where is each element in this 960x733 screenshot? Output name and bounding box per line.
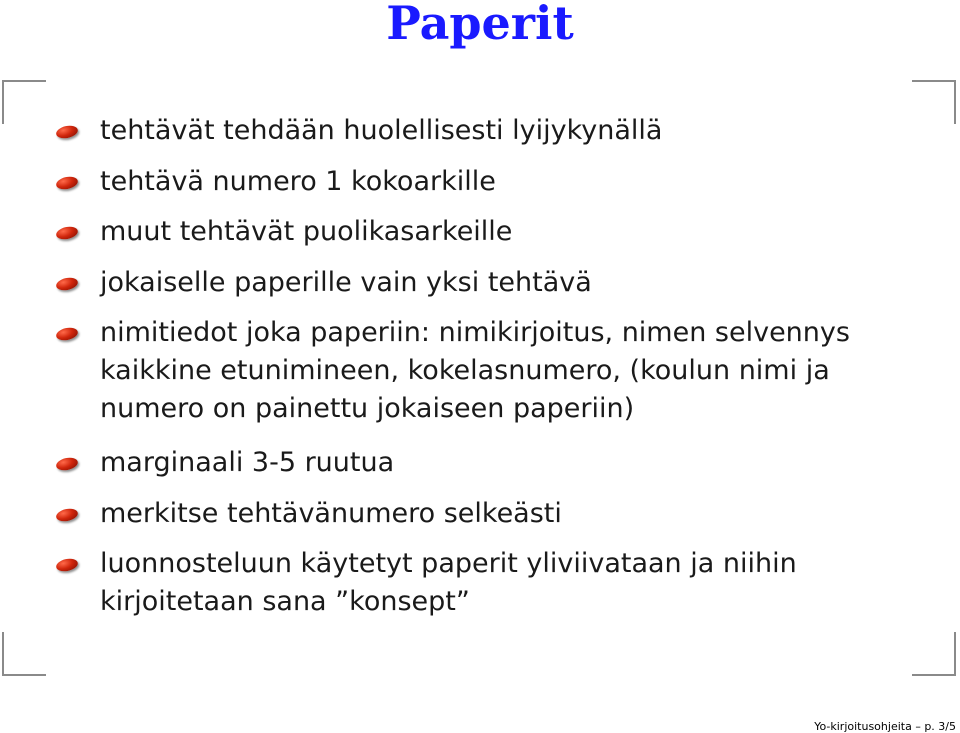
frame-corner-top-right <box>912 80 956 124</box>
frame-corner-bottom-right <box>912 632 956 676</box>
frame-corner-bottom-left <box>2 632 46 676</box>
red-bullet-icon <box>55 456 79 472</box>
list-item: luonnosteluun käytetyt paperit yliviivataan ja niihin kirjoitetaan sana ”konsept” <box>100 545 900 621</box>
frame-corner-top-left <box>2 80 46 124</box>
red-bullet-icon <box>55 326 79 342</box>
slide-title: Paperit <box>386 0 574 50</box>
list-item: tehtävä numero 1 kokoarkille <box>100 163 900 201</box>
red-bullet-icon <box>55 175 79 191</box>
red-bullet-icon <box>55 507 79 523</box>
list-item: nimitiedot joka paperiin: nimikirjoitus, nimen selvennys kaikkine etunimineen, kokelasnumero, (koulun nimi ja numero on painettu jokaiseen paperiin) <box>100 314 900 428</box>
red-bullet-icon <box>55 225 79 241</box>
page-footer: Yo-kirjoitusohjeita – p. 3/5 <box>814 720 956 733</box>
red-bullet-icon <box>55 557 79 573</box>
list-item: marginaali 3-5 ruutua <box>100 444 900 482</box>
list-item: merkitse tehtävänumero selkeästi <box>100 495 900 533</box>
list-item: jokaiselle paperille vain yksi tehtävä <box>100 264 900 302</box>
list-item: tehtävät tehdään huolellisesti lyijykynällä <box>100 112 900 150</box>
red-bullet-icon <box>55 124 79 140</box>
list-item: muut tehtävät puolikasarkeille <box>100 213 900 251</box>
red-bullet-icon <box>55 276 79 292</box>
